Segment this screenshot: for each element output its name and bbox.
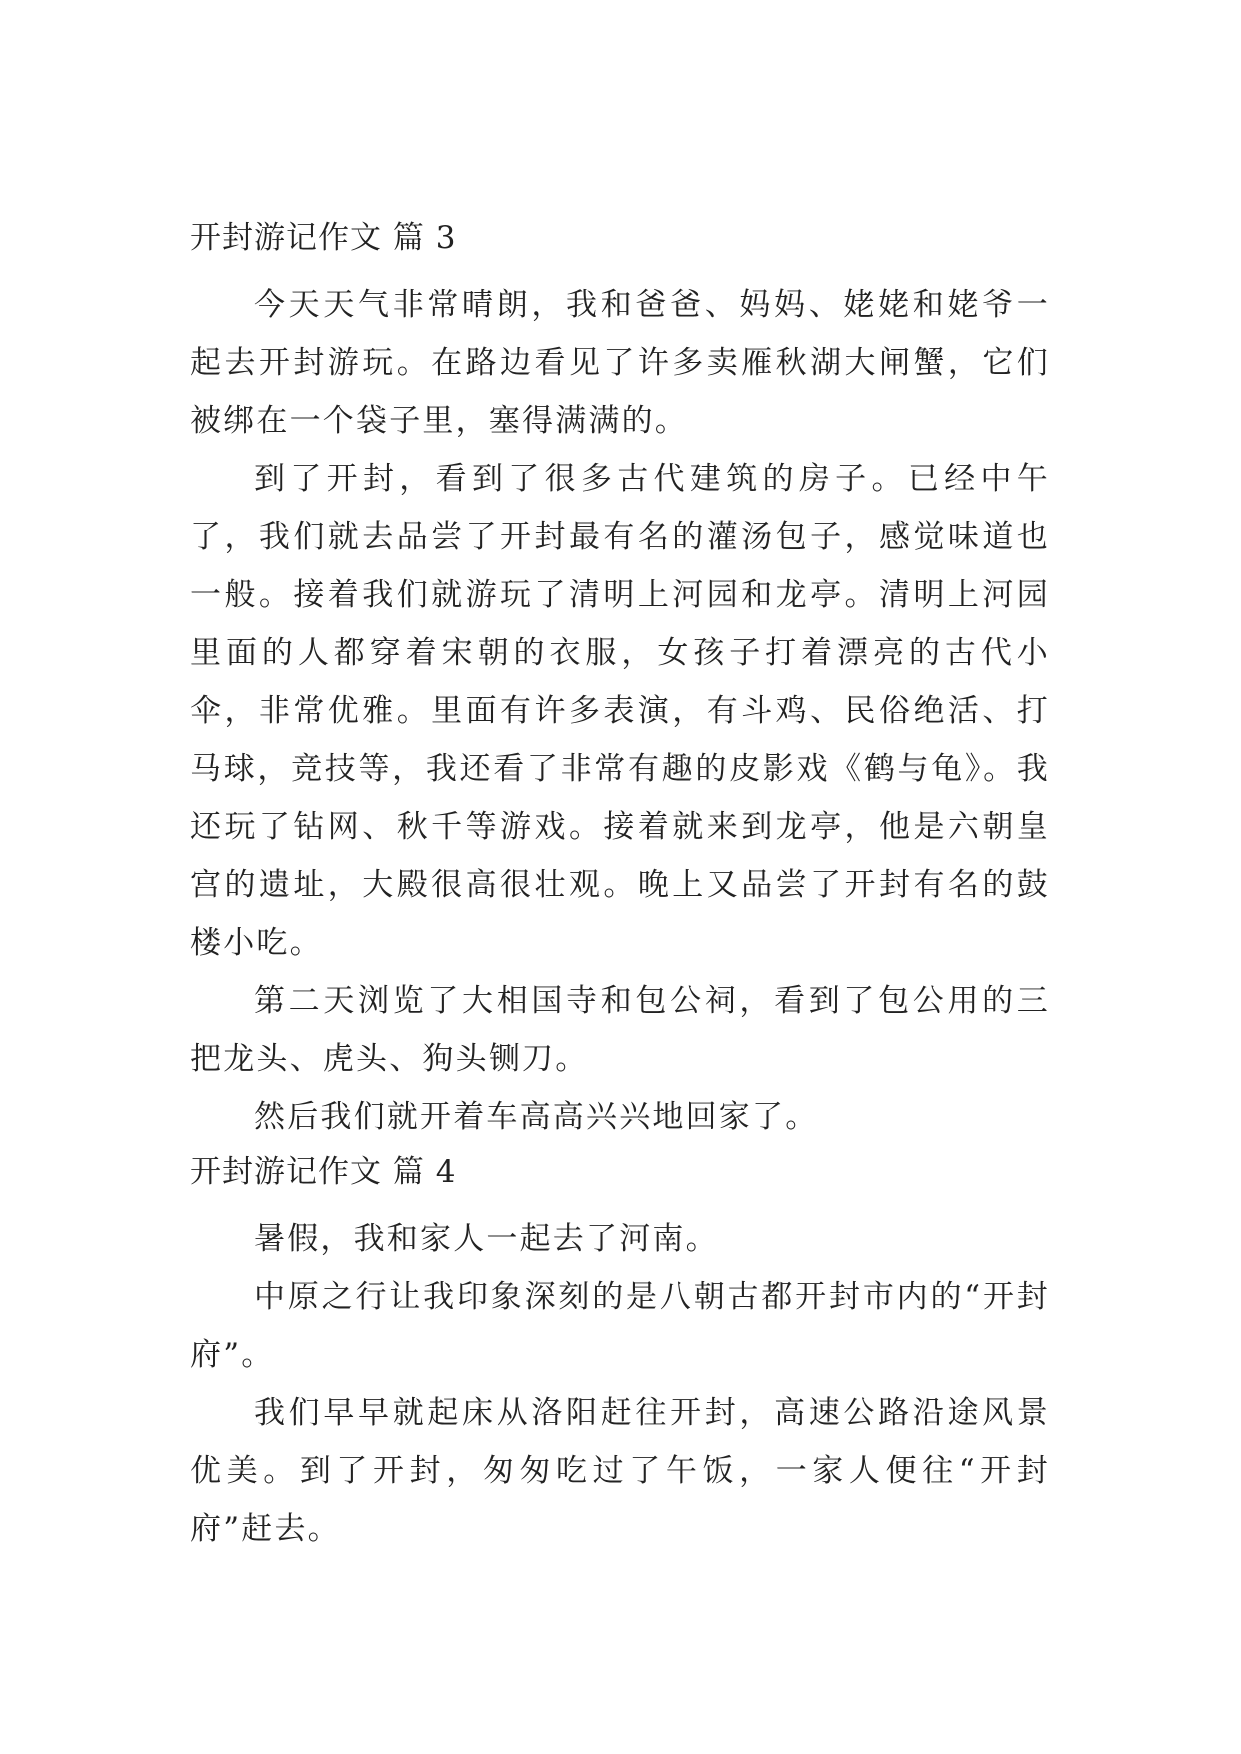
essay-section-4 [190,1152,1050,1558]
paragraph: 第二天浏览了大相国寺和包公祠，看到了包公用的三把龙头、虎头、狗头铡刀。 [190,983,1050,1077]
section-title: 开封游记作文 篇 3 [190,220,457,256]
paragraph: 今天天气非常晴朗，我和爸爸、妈妈、姥姥和姥爷一起去开封游玩。在路边看见了许多卖雁秋湖大闸蟹，它们被绑在一个袋子里，塞得满满的。 [190,287,1050,439]
section-title: 开封游记作文 篇 4 [190,1154,457,1190]
paragraph: 暑假，我和家人一起去了河南。 [254,1221,719,1257]
essay-section-3 [190,218,1050,1146]
paragraph: 然后我们就开着车高高兴兴地回家了。 [254,1099,819,1135]
paragraph: 到了开封，看到了很多古代建筑的房子。已经中午了，我们就去品尝了开封最有名的灌汤包子，感觉味道也一般。接着我们就游玩了清明上河园和龙亭。清明上河园里面的人都穿着宋朝的衣服，女孩子打着漂亮的古代小伞，非常优雅。里面有许多表演，有斗鸡、民俗绝活、打马球，竞技等，我还看了非常有趣的皮影戏《鹤与龟》。我还玩了钻网、秋千等游戏。接着就来到龙亭，他是六朝皇宫的遗址，大殿很高很壮观。晚上又品尝了开封有名的鼓楼小吃。 [190,461,1050,961]
paragraph: 中原之行让我印象深刻的是八朝古都开封市内的“开封府”。 [190,1279,1050,1373]
paragraph: 我们早早就起床从洛阳赶往开封，高速公路沿途风景优美。到了开封，匆匆吃过了午饭，一家人便往“开封府”赶去。 [190,1395,1050,1547]
